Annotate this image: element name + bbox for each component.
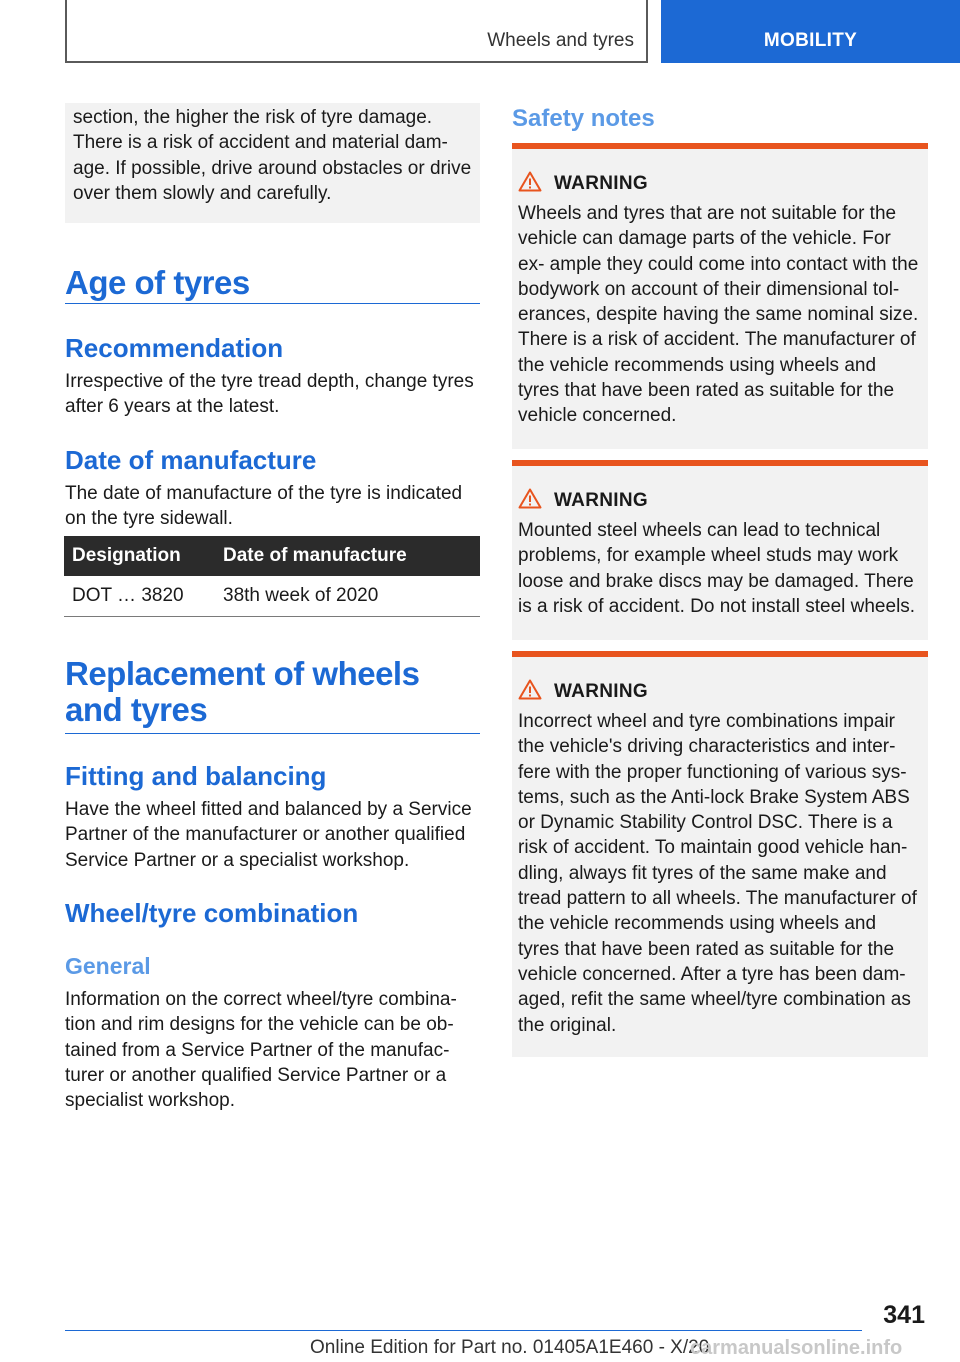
warning-label: WARNING	[554, 681, 648, 702]
heading-general: General	[65, 953, 151, 979]
warning-heading	[518, 679, 922, 703]
general-text: Information on the correct wheel/tyre combina‐ tion and rim designs for the vehicle can be ob‐ tained from a Service Partner of the manufac‐ turer or another qualified Service Partner or a specialist workshop.	[65, 989, 457, 1112]
header-chapter-label: MOBILITY	[763, 30, 858, 51]
warning-text: Wheels and tyres that are not suitable for the vehicle can damage parts of the vehicle. For ex‐ ample they could come into contact with the bodywork on account of their dimensional tol‐ erances, despite having the same nominal size. There is a risk of accident. The manufacturer of the vehicle recommends using wheels and tyres that have been rated as suitable for the vehicle concerned.	[518, 203, 919, 427]
manufacture-date-table	[64, 536, 480, 617]
warning-box	[512, 460, 928, 640]
intro-note-box	[65, 103, 480, 223]
warning-box	[512, 143, 928, 449]
header-chapter-tab[interactable]	[661, 0, 960, 63]
intro-note-text: section, the higher the risk of tyre damage. There is a risk of accident and material dam‐ age. If possible, drive around obstacles or drive over them slowly and carefully.	[73, 107, 472, 204]
date-of-manufacture-text: The date of manufacture of the tyre is indicated on the tyre sidewall.	[65, 483, 463, 530]
table-row	[64, 576, 480, 617]
warning-text: Incorrect wheel and tyre combinations impair the vehicle's driving characteristics and inter‐ fere with the proper functioning of various sys‐ tems, such as the Anti-lock Brake System ABS or Dynamic Stability Control DSC. There is a risk of accident. To maintain good vehicle han‐ dling, always fit tyres of the same make and tread pattern to all wheels. The manufacturer of the vehicle recommends using wheels and tyres that have been rated as suitable for the vehicle concerned. After a tyre has been dam‐ aged, refit the same wheel/tyre combination as the original.	[518, 711, 917, 1036]
warning-triangle-icon	[518, 171, 542, 192]
heading-recommendation: Recommendation	[65, 333, 284, 363]
warning-label: WARNING	[554, 173, 648, 194]
header-section-box	[65, 0, 648, 63]
table-cell: DOT … 3820	[64, 576, 215, 617]
heading-safety-notes: Safety notes	[512, 105, 655, 132]
watermark-logo: carmanualsonline.info	[690, 1337, 903, 1359]
heading-replacement: Replacement of wheels and tyres	[65, 655, 420, 728]
warning-heading	[518, 171, 922, 195]
footer-edition: Online Edition for Part no. 01405A1E460 - X/20	[310, 1337, 710, 1358]
recommendation-text: Irrespective of the tyre tread depth, change tyres after 6 years at the latest.	[65, 371, 474, 418]
heading-rule	[65, 733, 480, 734]
heading-wheel-tyre-combination: Wheel/tyre combination	[65, 898, 359, 928]
heading-date-of-manufacture: Date of manufacture	[65, 445, 317, 475]
footer-rule	[65, 1330, 862, 1331]
table-header-row	[64, 536, 480, 576]
warning-box	[512, 651, 928, 1057]
header-section-title: Wheels and tyres	[487, 30, 634, 51]
table-header-cell: Designation	[64, 536, 215, 576]
warning-heading	[518, 488, 922, 512]
table-header-cell: Date of manufacture	[215, 536, 480, 576]
warning-triangle-icon	[518, 488, 542, 509]
heading-age-of-tyres: Age of tyres	[65, 264, 250, 301]
table-cell: 38th week of 2020	[215, 576, 480, 617]
warning-text: Mounted steel wheels can lead to technical problems, for example wheel studs may work loose and brake discs may be damaged. There is a risk of accident. Do not install steel wheels.	[518, 520, 916, 617]
heading-fitting-balancing: Fitting and balancing	[65, 761, 327, 791]
warning-triangle-icon	[518, 679, 542, 700]
fitting-balancing-text: Have the wheel fitted and balanced by a Service Partner of the manufacturer or another qualified Service Partner or a specialist workshop.	[65, 799, 472, 871]
heading-rule	[65, 303, 480, 304]
page-number: 341	[883, 1301, 925, 1329]
warning-label: WARNING	[554, 490, 648, 511]
